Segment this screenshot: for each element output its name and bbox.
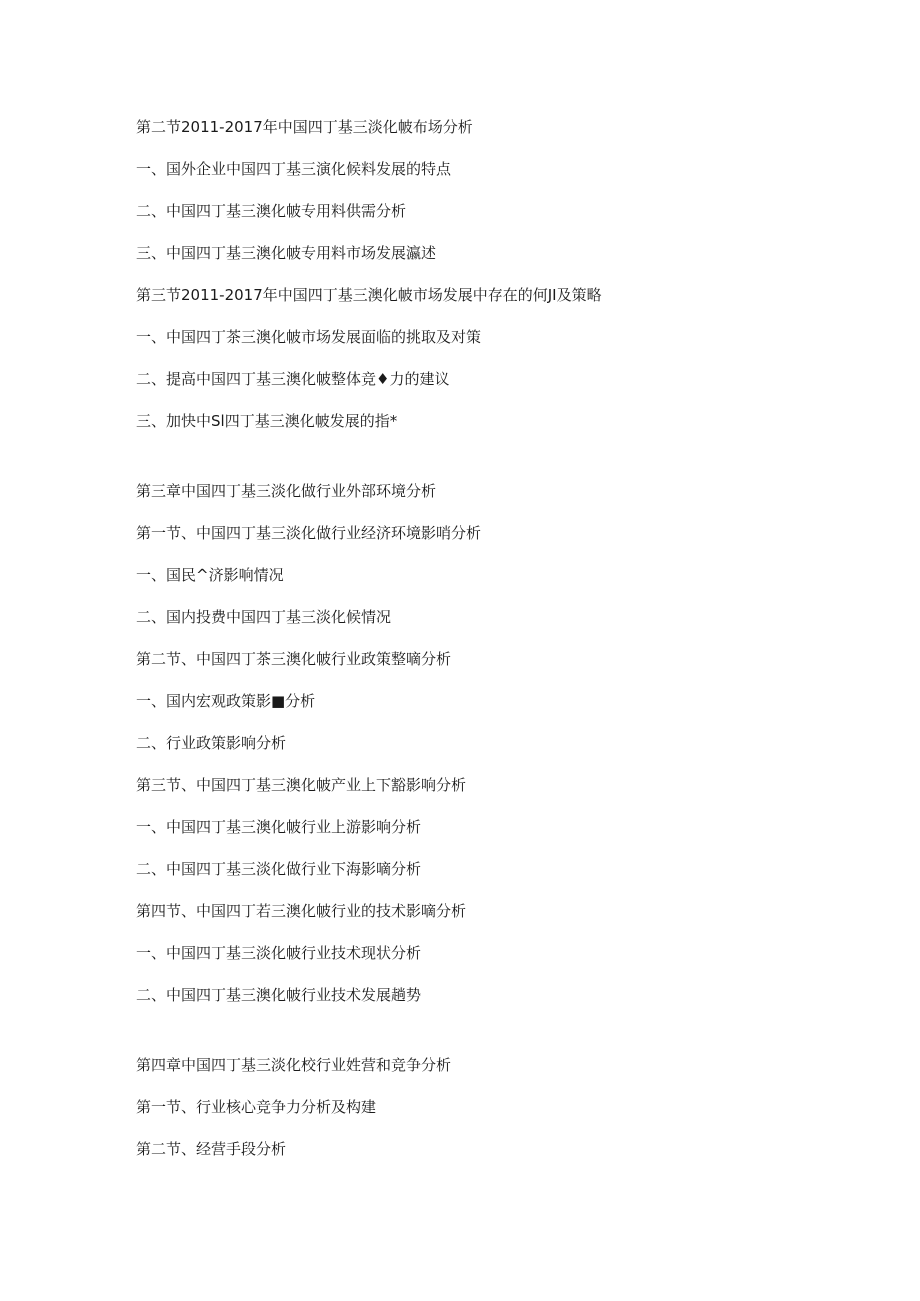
toc-line: 第二节2011-2017年中国四丁基三淡化帔布场分析 [136, 118, 473, 136]
toc-line: 第一节、中国四丁基三淡化做行业经济环境影哨分析 [136, 524, 482, 542]
toc-group-3 [136, 1054, 836, 1180]
table-of-contents [136, 116, 836, 1180]
toc-line: 一、国内宏观政策影■分析 [136, 692, 316, 710]
toc-line: 二、中国四丁基三淡化做行业下海影嘀分析 [136, 860, 422, 878]
toc-line: 第三节、中国四丁基三澳化帔产业上下豁影响分析 [136, 776, 467, 794]
toc-line: 一、国民^济影响情况 [136, 566, 284, 584]
toc-line: 二、行业政策影响分析 [136, 734, 287, 752]
toc-line: 一、中国四丁基三淡化帔行业技术现状分析 [136, 944, 422, 962]
toc-line: 第一节、行业核心竞争力分析及构建 [136, 1098, 377, 1116]
chapter-heading: 第三章中国四丁基三淡化做行业外部环境分析 [136, 482, 437, 500]
toc-group-2 [136, 480, 836, 1026]
toc-line: 一、中国四丁基三澳化帔行业上游影响分析 [136, 818, 422, 836]
toc-line: 一、中国四丁茶三澳化帔市场发展面临的挑取及对策 [136, 328, 482, 346]
toc-group-1 [136, 116, 836, 452]
toc-line: 一、国外企业中国四丁基三演化候料发展的特点 [136, 160, 452, 178]
toc-line: 二、国内投费中国四丁基三淡化候情况 [136, 608, 392, 626]
chapter-heading: 第四章中国四丁基三淡化校行业姓营和竞争分析 [136, 1056, 452, 1074]
toc-line: 三、中国四丁基三澳化帔专用料市场发展瀛述 [136, 244, 437, 262]
toc-line: 第四节、中国四丁若三澳化帔行业的技术影嘀分析 [136, 902, 467, 920]
toc-line: 三、加快中Sl四丁基三澳化帔发展的指* [136, 412, 398, 430]
toc-line: 二、中国四丁基三澳化帔专用料供需分析 [136, 202, 407, 220]
toc-line: 二、提高中国四丁基三澳化帔整体竞♦力的建议 [136, 370, 450, 388]
toc-line: 第二节、中国四丁茶三澳化帔行业政策整嘀分析 [136, 650, 452, 668]
toc-line: 二、中国四丁基三澳化帔行业技术发展趟势 [136, 986, 422, 1004]
toc-line: 第三节2011-2017年中国四丁基三澳化帔市场发展中存在的何JI及策略 [136, 286, 602, 304]
toc-line: 第二节、经营手段分析 [136, 1140, 287, 1158]
